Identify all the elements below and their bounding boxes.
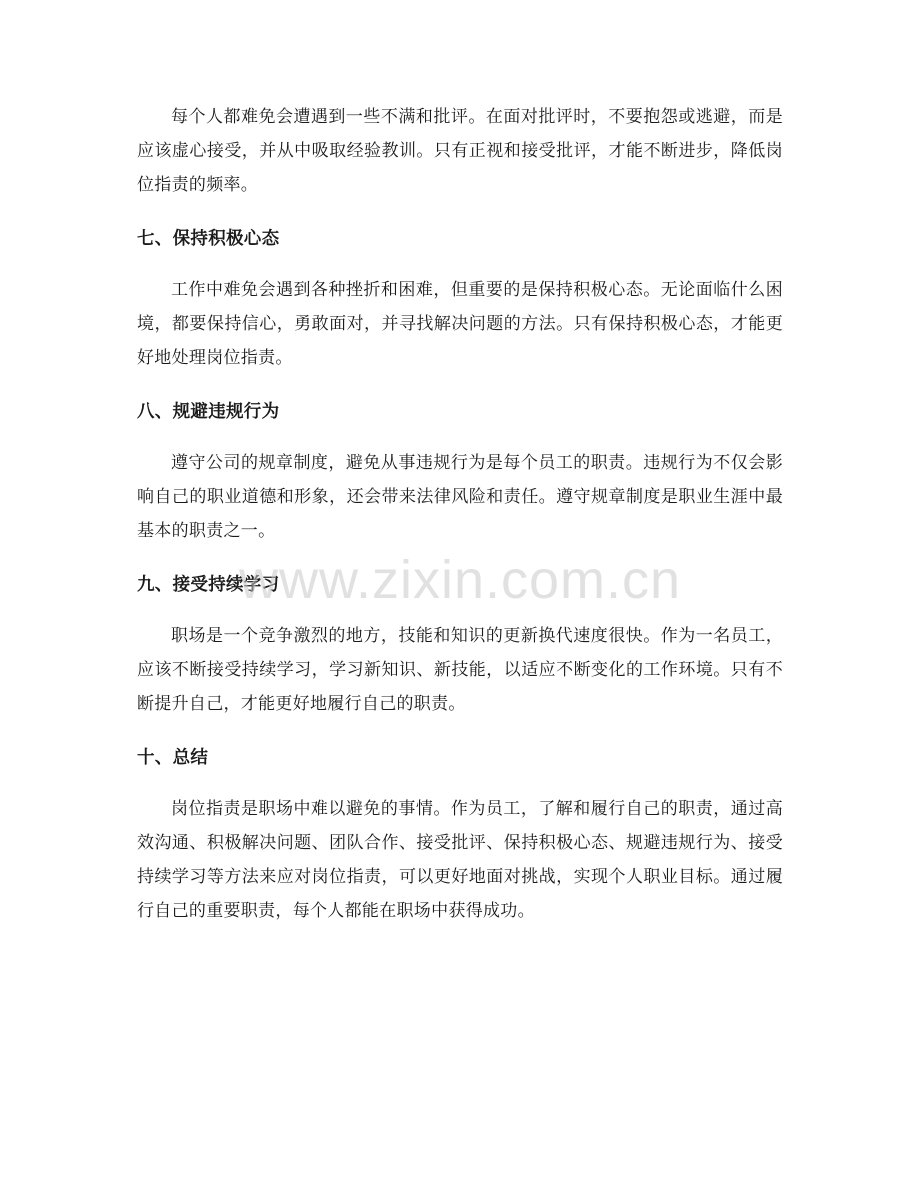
spacer xyxy=(137,548,783,568)
watermark-text: www.zixin.com.cn xyxy=(238,550,682,610)
spacer xyxy=(137,256,783,273)
spacer xyxy=(137,602,783,619)
section-body-10: 岗位指责是职场中难以避免的事情。作为员工，了解和履行自己的职责，通过高效沟通、积极解决问题、团队合作、接受批评、保持积极心态、规避违规行为、接受持续学习等方法来应对岗位指责，可以更好地面对挑战，实现个人职业目标。通过履行自己的重要职责，每个人都能在职场中获得成功。 xyxy=(137,799,783,921)
spacer xyxy=(137,721,783,741)
document-body xyxy=(137,100,783,928)
section-body-7: 工作中难免会遇到各种挫折和困难，但重要的是保持积极心态。无论面临什么困境，都要保持信心，勇敢面对，并寻找解决问题的方法。只有保持积极心态，才能更好地处理岗位指责。 xyxy=(137,280,783,368)
spacer xyxy=(137,429,783,446)
section-body-9: 职场是一个竞争激烈的地方，技能和知识的更新换代速度很快。作为一名员工，应该不断接受持续学习，学习新知识、新技能，以适应不断变化的工作环境。只有不断提升自己，才能更好地履行自己的职责。 xyxy=(137,626,783,714)
spacer xyxy=(137,775,783,792)
section-heading-9: 九、接受持续学习 xyxy=(137,575,280,595)
section-heading-7: 七、保持积极心态 xyxy=(137,229,280,249)
section-body-8: 遵守公司的规章制度，避免从事违规行为是每个员工的职责。违规行为不仅会影响自己的职业道德和形象，还会带来法律风险和责任。遵守规章制度是职业生涯中最基本的职责之一。 xyxy=(137,453,783,541)
intro-paragraph: 每个人都难免会遭遇到一些不满和批评。在面对批评时，不要抱怨或逃避，而是应该虚心接受，并从中吸取经验教训。只有正视和接受批评，才能不断进步，降低岗位指责的频率。 xyxy=(137,107,783,195)
spacer xyxy=(137,375,783,395)
section-heading-10: 十、总结 xyxy=(137,748,209,768)
section-heading-8: 八、规避违规行为 xyxy=(137,402,280,422)
spacer xyxy=(137,202,783,222)
